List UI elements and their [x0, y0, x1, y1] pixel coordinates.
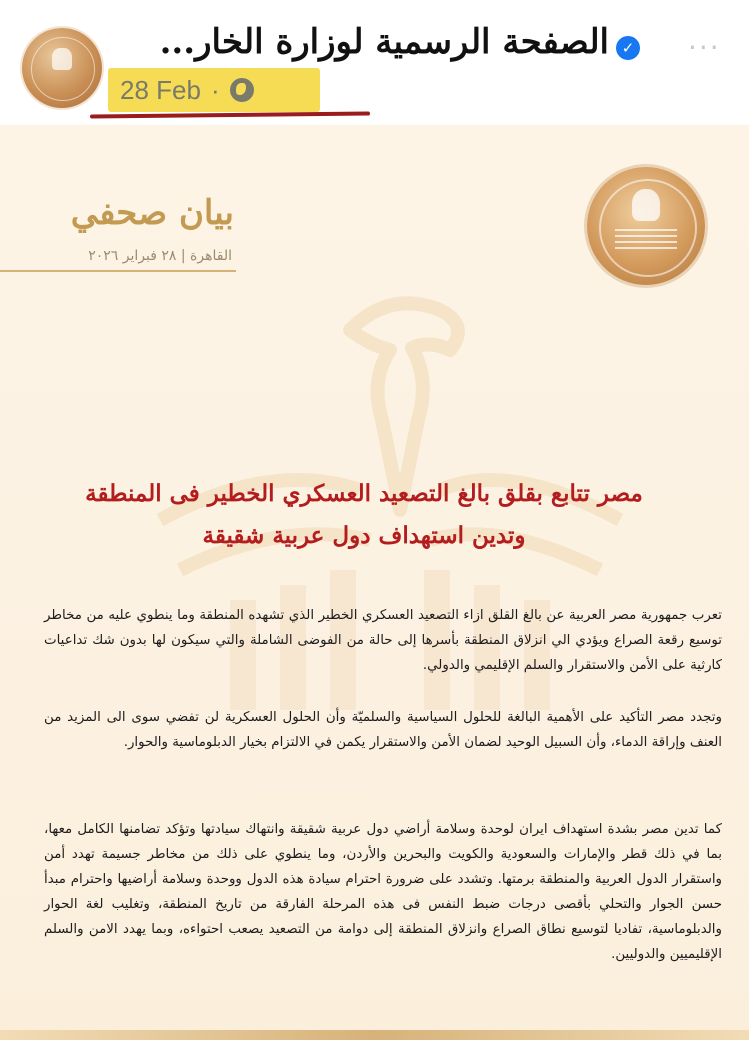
seal-text-lines: [615, 229, 677, 253]
eagle-emblem-icon: [632, 189, 660, 221]
more-options-button[interactable]: ···: [688, 31, 721, 64]
post-meta: [120, 72, 254, 108]
headline-line-1: مصر تتابع بقلق بالغ التصعيد العسكري الخطير فى المنطقة: [85, 480, 643, 507]
headline: [30, 473, 698, 557]
press-release-image: [0, 125, 749, 1040]
page-avatar[interactable]: [22, 28, 102, 108]
verified-badge-icon: ✓: [616, 36, 640, 60]
post-date[interactable]: 28 Feb: [120, 74, 201, 105]
headline-line-2: وتدين استهداف دول عربية شقيقة: [202, 522, 526, 549]
meta-separator: ·: [210, 74, 220, 105]
press-release-meta: القاهرة | ٢٨ فبراير ٢٠٢٦: [88, 248, 232, 264]
paragraph-1: تعرب جمهورية مصر العربية عن بالغ القلق ازاء التصعيد العسكري الخطير الذي تشهده المنطقة وما ينطوي عليه من مخاطر توسيع رقعة الصراع ويؤدي الي انزلاق المنطقة بأسرها إلى حالة من الفوضى الشاملة والتي سيكون لها بدون شك تداعيات كارثية على الأمن والاستقرار والسلم الإقليمي والدولي.: [44, 608, 722, 673]
paragraph-3: كما تدين مصر بشدة استهداف ايران لوحدة وسلامة أراضي دول عربية شقيقة وانتهاك سيادتها وتؤكد تضامنها الكامل معها، بما في ذلك قطر والإمارات والسعودية والكويت والبحرين والأردن، وما ينطوي على ذلك من مخاطر جسيمة تهدد أمن واستقرار الدول العربية والمنطقة برمتها. وتشدد على ضرورة احترام سيادة هذه الدول ووحدة وسلامة أراضيها واحترام مبدأ حسن الجوار والتحلي بأقصى درجات ضبط النفس فى هذه المرحلة الفارقة من تاريخ المنطقة، وتغليب لغة الحوار والدبلوماسية، تفاديا لتوسيع نطاق الصراع وانزلاق المنطقة إلى دوامة من التصعيد يصعب احتواءه، وبما يهدد الامن والسلم الإقليميين والدوليين.: [44, 822, 722, 962]
globe-icon[interactable]: [230, 78, 254, 102]
eagle-emblem-icon: [52, 48, 72, 70]
press-release-title: بيان صحفي: [70, 193, 234, 233]
annotation-underline: [90, 112, 370, 119]
ministry-seal: [587, 167, 705, 285]
page-name-link[interactable]: الصفحة الرسمية لوزارة الخار...: [159, 22, 609, 62]
post-header: [0, 0, 749, 125]
paragraph-2: وتجدد مصر التأكيد على الأهمية البالغة للحلول السياسية والسلميّة وأن الحلول العسكرية لن تفضي سوى الى المزيد من العنف وإراقة الدماء، وأن السبيل الوحيد لضمان الأمن والاستقرار يكمن في الالتزام بخيار الدبلوماسية والحوار.: [44, 710, 722, 750]
bottom-decorative-band: [0, 1030, 749, 1040]
